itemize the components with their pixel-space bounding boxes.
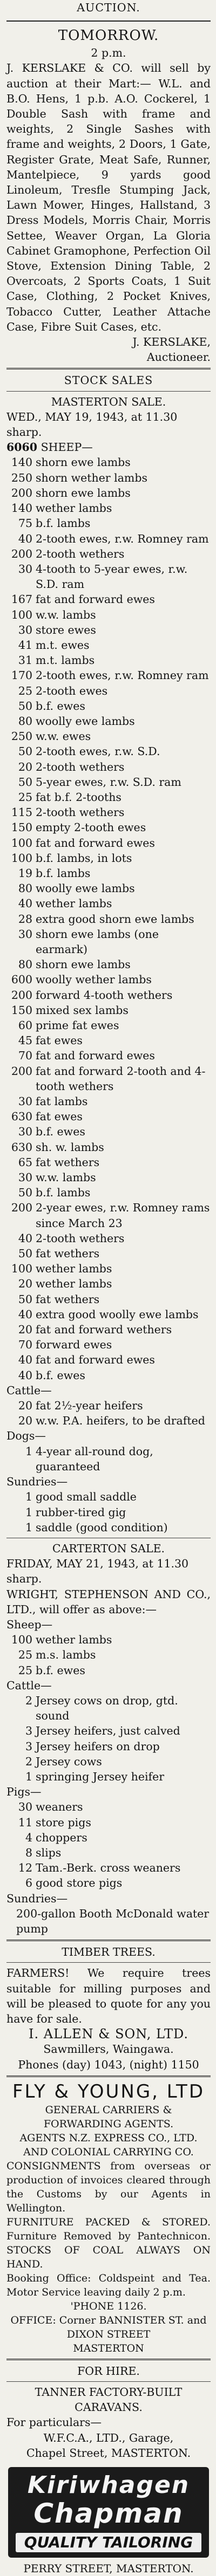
item-description: extra good woolly ewe lambs	[36, 1307, 199, 1321]
item-quantity: 80	[18, 958, 32, 971]
auction-role: Auctioneer.	[146, 351, 211, 364]
item-quantity: 2	[25, 1755, 32, 1768]
item-quantity: 167	[11, 593, 32, 606]
list-item	[6, 592, 211, 607]
fy-town: MASTERTON	[73, 2342, 144, 2354]
item-quantity: 1	[25, 1444, 32, 1458]
list-item	[6, 957, 211, 972]
list-item	[6, 607, 211, 622]
item-description: Tam.-Berk. cross weaners	[36, 1861, 181, 1875]
auction-section-title: AUCTION.	[77, 1, 140, 14]
item-description: 2-year ewes, r.w. Romney rams since March 23	[36, 1201, 210, 1230]
timber-subtitle: Sawmillers, Waingawa.	[43, 2043, 174, 2056]
item-quantity: 12	[18, 1861, 32, 1875]
list-item	[6, 1368, 211, 1383]
list-item	[6, 1200, 211, 1230]
fy-consignments: CONSIGNMENTS from overseas or production of invoices cleared through the Customs by our Agents in Wellington.	[6, 2160, 211, 2214]
item-quantity: 140	[11, 456, 32, 469]
item-quantity: 80	[18, 714, 32, 728]
fy-title: FLY & YOUNG, LTD	[12, 2080, 205, 2102]
item-quantity: 40	[18, 897, 32, 910]
list-item	[6, 972, 211, 987]
item-description: fat lambs	[36, 1095, 88, 1108]
item-quantity: 31	[18, 654, 32, 667]
list-item	[6, 1322, 211, 1337]
list-item	[6, 653, 211, 668]
item-quantity: 1	[25, 1505, 32, 1519]
logo-line1: Kiriwhagen	[27, 2471, 190, 2499]
item-quantity: 2	[25, 1694, 32, 1707]
item-description: weaners	[36, 1800, 83, 1814]
item-description: Jersey cows on drop, gtd. sound	[36, 1694, 178, 1723]
list-item	[6, 1276, 211, 1291]
list-item	[6, 1815, 211, 1830]
list-item	[6, 1109, 211, 1124]
masterton-dogs-list	[6, 1444, 211, 1474]
list-item	[6, 1155, 211, 1170]
masterton-dogs-label: Dogs—	[6, 1429, 46, 1443]
item-description: woolly wether lambs	[36, 973, 152, 986]
divider	[6, 1940, 211, 1941]
list-item	[6, 1307, 211, 1322]
item-quantity: 100	[11, 836, 32, 849]
logo-street: PERRY STREET, MASTERTON.	[23, 2562, 194, 2575]
list-item	[6, 698, 211, 714]
item-description: wether lambs	[36, 1262, 112, 1276]
list-item	[6, 729, 211, 744]
item-quantity: 65	[18, 1155, 32, 1169]
fy-booking: Booking Office: Coldspeint and Tea. Motor Service leaving daily 2 p.m.	[6, 2272, 211, 2298]
item-quantity: 600	[11, 973, 32, 986]
item-quantity: 20	[18, 1323, 32, 1337]
item-quantity: 30	[18, 1171, 32, 1184]
item-quantity: 1	[25, 1770, 32, 1783]
carterton-pigs-label: Pigs—	[6, 1785, 42, 1799]
item-description: fat and forward 2-tooth and 4-tooth wethers	[36, 1064, 206, 1093]
item-description: rubber-tired gig	[36, 1505, 126, 1519]
item-description: shorn wether lambs	[36, 471, 148, 484]
list-item	[6, 820, 211, 835]
item-description: w.w. P.A. heifers, to be drafted	[36, 1414, 205, 1428]
carterton-sheep-label: Sheep—	[6, 1618, 53, 1631]
item-quantity: 40	[18, 532, 32, 545]
masterton-cattle-list	[6, 1398, 211, 1428]
item-description: fat wethers	[36, 1155, 100, 1169]
item-description: fat wethers	[36, 1247, 100, 1260]
list-item	[6, 1739, 211, 1754]
list-item	[6, 1064, 211, 1094]
list-item	[6, 1018, 211, 1033]
item-quantity: 100	[11, 1633, 32, 1647]
item-description: fat ewes	[36, 1110, 83, 1123]
item-quantity: 20	[18, 1277, 32, 1291]
item-quantity: 3	[25, 1724, 32, 1738]
auction-time: 2 p.m.	[91, 46, 126, 60]
hire-section-title: FOR HIRE.	[77, 2364, 140, 2378]
item-quantity: 200	[11, 486, 32, 499]
item-description: b.f. lambs	[36, 517, 91, 530]
divider	[6, 20, 211, 22]
item-quantity: 50	[18, 1292, 32, 1306]
list-item	[6, 1444, 211, 1474]
list-item	[6, 1352, 211, 1367]
item-description: w.w. ewes	[36, 730, 91, 743]
item-quantity: 25	[18, 1663, 32, 1677]
list-item	[6, 1246, 211, 1261]
list-item	[6, 835, 211, 851]
item-quantity: 19	[18, 866, 32, 880]
list-item	[6, 1663, 211, 1678]
list-item	[6, 531, 211, 546]
timber-body: FARMERS! We require trees suitable for milling purposes and will be pleased to quote for any you have for sale.	[6, 1967, 211, 2025]
list-item	[6, 455, 211, 470]
list-item	[6, 790, 211, 805]
item-quantity: 80	[18, 882, 32, 895]
list-item	[6, 988, 211, 1003]
list-item	[6, 881, 211, 896]
item-description: fat and forward ewes	[36, 593, 155, 606]
item-quantity: 8	[25, 1846, 32, 1859]
item-quantity: 25	[18, 684, 32, 697]
item-quantity: 200	[11, 1201, 32, 1215]
item-description: b.f. ewes	[36, 1663, 85, 1677]
item-description: woolly ewe lambs	[36, 714, 135, 728]
list-item	[6, 1398, 211, 1413]
carterton-sundries-label: Sundries—	[6, 1892, 68, 1905]
item-quantity: 41	[18, 638, 32, 652]
item-quantity: 28	[18, 912, 32, 926]
list-item	[6, 1094, 211, 1109]
item-description: shorn ewe lambs	[36, 958, 131, 971]
item-description: shorn ewe lambs	[36, 456, 131, 469]
item-quantity: 100	[11, 608, 32, 621]
item-quantity: 200	[11, 1064, 32, 1078]
carterton-cattle-list	[6, 1693, 211, 1784]
item-quantity: 100	[11, 1262, 32, 1276]
item-quantity: 20	[18, 1399, 32, 1413]
list-item	[6, 1185, 211, 1200]
item-description: fat 2½-year heifers	[36, 1399, 143, 1413]
hire-company: W.F.C.A., LTD., Garage,	[43, 2431, 174, 2444]
list-item	[6, 1170, 211, 1185]
list-item	[6, 622, 211, 638]
auction-body: J. KERSLAKE & CO. will sell by auction at their Mart:— W.L. and B.O. Hens, 1 p.b. A.O. Cockerel, 1 Double Sash with frame and weights, 2 Single Sashes with frame and weights, 2 Doors, 1 Gate, Register Grate, Meat Safe, Runner, Mantelpiece, 9 yards good Linoleum, Tresfle Stumping Jack, Lawn Mower, Hinges, Hallstand, 3 Dress Models, Morris Chair, Morris Settee, Weaver Organ, La Gloria Cabinet Gramophone, Perfection Oil Stove, Extension Dining Table, 2 Overcoats, 2 Sports Coats, 1 Suit Case, Clothing, 2 Pocket Knives, Tobacco Cutter, Leather Attache Case, Fibre Suit Cases, etc.	[6, 61, 211, 333]
list-item	[6, 683, 211, 698]
divider	[6, 368, 211, 369]
timber-section-title: TIMBER TREES.	[62, 1945, 156, 1959]
item-description: 4-tooth to 5-year ewes, r.w. S.D. ram	[36, 562, 188, 591]
item-description: choppers	[36, 1831, 87, 1844]
item-description: saddle (good condition)	[36, 1520, 168, 1534]
list-item	[6, 1413, 211, 1428]
item-description: w.w. lambs	[36, 608, 96, 621]
fy-line2: AGENTS N.Z. EXPRESS CO., LTD. AND COLONIAL CARRYING CO.	[19, 2132, 198, 2158]
item-quantity: 25	[18, 790, 32, 804]
item-description: wether lambs	[36, 1277, 112, 1291]
item-quantity: 1	[25, 1490, 32, 1504]
tailor-logo	[8, 2467, 209, 2558]
list-item	[6, 1003, 211, 1018]
list-item	[6, 1231, 211, 1246]
item-quantity: 25	[18, 1648, 32, 1662]
item-description: forward 4-tooth wethers	[36, 988, 173, 1002]
carterton-cattle-label: Cattle—	[6, 1678, 52, 1692]
list-item	[6, 1875, 211, 1890]
list-item	[6, 1845, 211, 1860]
item-quantity: 30	[18, 1800, 32, 1814]
item-description: b.f. lambs, in lots	[36, 851, 132, 865]
item-quantity: 50	[18, 775, 32, 789]
item-description: extra good shorn ewe lambs	[36, 912, 194, 926]
fy-phone: 'PHONE 1126.	[70, 2300, 147, 2312]
timber-company: I. ALLEN & SON, LTD.	[29, 2026, 188, 2042]
list-item	[6, 501, 211, 516]
divider	[6, 2381, 211, 2382]
item-description: good store pigs	[36, 1876, 123, 1890]
item-description: b.f. lambs	[36, 866, 91, 880]
item-description: fat and forward ewes	[36, 836, 155, 849]
item-quantity: 40	[18, 1307, 32, 1321]
item-description: b.f. ewes	[36, 1125, 85, 1139]
list-item	[6, 775, 211, 790]
list-item	[6, 1520, 211, 1535]
item-description: b.f. ewes	[36, 1368, 85, 1382]
divider	[6, 1962, 211, 1963]
list-item	[6, 1860, 211, 1875]
item-description: wether lambs	[36, 1633, 112, 1647]
item-quantity: 20	[18, 760, 32, 773]
item-quantity: 630	[11, 1110, 32, 1123]
list-item	[6, 1505, 211, 1520]
item-description: woolly ewe lambs	[36, 882, 135, 895]
list-item	[6, 1693, 211, 1723]
item-quantity: 140	[11, 502, 32, 515]
carterton-sale-title: CARTERTON SALE.	[52, 1542, 165, 1555]
item-description: 4-year all-round dog, guaranteed	[36, 1444, 153, 1473]
list-item	[6, 912, 211, 927]
fy-furniture: FURNITURE PACKED & STORED. Furniture Removed by Pantechnicon. STOCKS OF COAL ALWAYS ON HAND.	[6, 2216, 211, 2270]
masterton-sundries-list	[6, 1489, 211, 1535]
list-item	[6, 1754, 211, 1769]
fy-office: OFFICE: Corner BANNISTER ST. and DIXON STREET	[10, 2314, 207, 2340]
item-quantity: 1	[25, 1520, 32, 1534]
item-quantity: 30	[18, 1095, 32, 1108]
list-item	[6, 485, 211, 501]
item-description: 2-tooth ewes	[36, 684, 108, 697]
item-description: 5-year ewes, r.w. S.D. ram	[36, 775, 181, 789]
item-description: empty 2-tooth ewes	[36, 821, 146, 834]
list-item	[6, 1489, 211, 1504]
item-quantity: 150	[11, 821, 32, 834]
item-description: store ewes	[36, 623, 96, 636]
masterton-sundries-label: Sundries—	[6, 1475, 68, 1489]
list-item	[6, 1830, 211, 1845]
item-quantity: 30	[18, 623, 32, 636]
list-item	[6, 668, 211, 683]
item-quantity: 170	[11, 669, 32, 682]
item-description: shorn ewe lambs (one earmark)	[36, 927, 159, 956]
item-description: 2-tooth ewes, r.w. S.D.	[36, 745, 160, 758]
logo-line3: QUALITY TAILORING	[16, 2533, 201, 2552]
divider	[6, 391, 211, 392]
list-item	[6, 1124, 211, 1139]
list-item	[6, 1048, 211, 1063]
item-description: fat ewes	[36, 1034, 83, 1047]
item-description: 2-tooth ewes, r.w. Romney ram	[36, 532, 209, 545]
auction-signature: J. KERSLAKE,	[132, 335, 211, 349]
item-description: forward ewes	[36, 1338, 112, 1352]
hire-for-particulars: For particulars—	[6, 2416, 102, 2429]
item-quantity: 60	[18, 1019, 32, 1032]
item-description: mixed sex lambs	[36, 1003, 129, 1017]
item-quantity: 70	[18, 1049, 32, 1063]
list-item	[6, 805, 211, 820]
item-quantity: 50	[18, 1247, 32, 1260]
item-quantity: 200	[11, 988, 32, 1002]
item-description: sh. w. lambs	[36, 1140, 104, 1154]
carterton-sale-date: FRIDAY, MAY 21, 1943, at 11.30 sharp.	[6, 1557, 189, 1586]
logo-line2: Chapman	[33, 2498, 184, 2530]
item-quantity: 30	[18, 562, 32, 576]
item-quantity: 50	[18, 699, 32, 712]
list-item	[6, 744, 211, 759]
item-quantity: 70	[18, 1338, 32, 1352]
carterton-intro: WRIGHT, STEPHENSON AND CO., LTD., will offer as above:—	[6, 1587, 211, 1616]
carterton-sheep-list	[6, 1632, 211, 1678]
masterton-sale-date: WED., MAY 19, 1943, at 11.30 sharp.	[6, 410, 178, 439]
list-item	[6, 759, 211, 775]
list-item	[6, 1769, 211, 1784]
item-quantity: 75	[18, 517, 32, 530]
item-quantity: 50	[18, 1186, 32, 1200]
item-description: shorn ewe lambs	[36, 486, 131, 499]
list-item	[6, 1632, 211, 1647]
list-item	[6, 561, 211, 592]
item-quantity: 6	[25, 1876, 32, 1890]
item-description: slips	[36, 1846, 62, 1859]
item-description: 2-tooth wethers	[36, 1231, 125, 1245]
item-description: w.w. lambs	[36, 1171, 96, 1184]
list-item	[6, 1799, 211, 1814]
hire-headline: TANNER FACTORY-BUILT CARAVANS.	[35, 2386, 183, 2414]
item-description: good small saddle	[36, 1490, 137, 1504]
divider	[6, 2359, 211, 2360]
item-quantity: 4	[25, 1831, 32, 1844]
item-quantity: 40	[18, 1231, 32, 1245]
item-description: Jersey cows	[36, 1755, 102, 1768]
item-description: 2-tooth ewes, r.w. Romney ram	[36, 669, 209, 682]
list-item	[6, 927, 211, 957]
item-quantity: 250	[11, 471, 32, 484]
item-description: 2-tooth wethers	[36, 760, 125, 773]
masterton-sheep-heading	[6, 440, 211, 455]
item-quantity: 100	[11, 851, 32, 865]
item-description: m.t. lambs	[36, 654, 95, 667]
masterton-sheep-list	[6, 455, 211, 1382]
list-item	[6, 896, 211, 911]
list-item	[6, 714, 211, 729]
list-item	[6, 1337, 211, 1352]
list-item	[6, 866, 211, 881]
item-quantity: 200	[11, 547, 32, 560]
item-description: 2-tooth wethers	[36, 806, 125, 819]
list-item	[6, 1723, 211, 1738]
item-quantity: 630	[11, 1140, 32, 1154]
fy-line1: GENERAL CARRIERS & FORWARDING AGENTS.	[43, 2104, 174, 2130]
item-description: m.s. lambs	[36, 1648, 96, 1662]
item-description: fat b.f. 2-tooths	[36, 790, 122, 804]
list-item	[6, 1292, 211, 1307]
timber-phones: Phones (day) 1043, (night) 1150	[18, 2058, 199, 2071]
sheep-heading-label: SHEEP—	[40, 441, 93, 454]
item-quantity: 150	[11, 1003, 32, 1017]
list-item	[6, 1140, 211, 1155]
list-item	[6, 546, 211, 561]
item-description: springing Jersey heifer	[36, 1770, 165, 1783]
auction-title: TOMORROW.	[58, 28, 159, 44]
masterton-cattle-label: Cattle—	[6, 1383, 52, 1397]
item-quantity: 45	[18, 1034, 32, 1047]
item-description: fat and forward wethers	[36, 1323, 172, 1337]
item-description: fat and forward ewes	[36, 1049, 155, 1063]
item-description: fat and forward ewes	[36, 1353, 155, 1367]
masterton-sale-title: MASTERTON SALE.	[51, 395, 166, 408]
item-description: 2-tooth wethers	[36, 547, 125, 560]
list-item	[6, 1033, 211, 1048]
item-description: wether lambs	[36, 502, 112, 515]
list-item	[6, 1647, 211, 1662]
carterton-pigs-list	[6, 1799, 211, 1890]
item-quantity: 3	[25, 1739, 32, 1753]
carterton-sundries-item: 200-gallon Booth McDonald water pump	[16, 1907, 210, 1935]
list-item	[6, 516, 211, 531]
item-quantity: 11	[18, 1815, 32, 1829]
item-quantity: 30	[18, 1125, 32, 1139]
item-quantity: 20	[18, 1414, 32, 1428]
item-description: b.f. lambs	[36, 1186, 91, 1200]
list-item	[6, 1261, 211, 1276]
item-description: m.t. ewes	[36, 638, 90, 652]
hire-address: Chapel Street, MASTERTON.	[26, 2446, 191, 2459]
list-item	[6, 470, 211, 485]
item-description: Jersey heifers, just calved	[36, 1724, 180, 1738]
item-quantity: 30	[18, 927, 32, 941]
item-description: store pigs	[36, 1815, 91, 1829]
item-quantity: 40	[18, 1353, 32, 1367]
list-item	[6, 638, 211, 653]
item-quantity: 250	[11, 730, 32, 743]
item-description: prime fat ewes	[36, 1019, 119, 1032]
stock-section-title: STOCK SALES	[64, 374, 153, 387]
item-description: wether lambs	[36, 897, 112, 910]
item-description: fat wethers	[36, 1292, 100, 1306]
list-item	[6, 851, 211, 866]
sheep-total-count: 6060	[6, 441, 38, 454]
item-quantity: 115	[11, 806, 32, 819]
divider	[6, 2075, 211, 2077]
item-quantity: 40	[18, 1368, 32, 1382]
item-quantity: 50	[18, 745, 32, 758]
item-description: Jersey heifers on drop	[36, 1739, 160, 1753]
item-description: b.f. ewes	[36, 699, 85, 712]
